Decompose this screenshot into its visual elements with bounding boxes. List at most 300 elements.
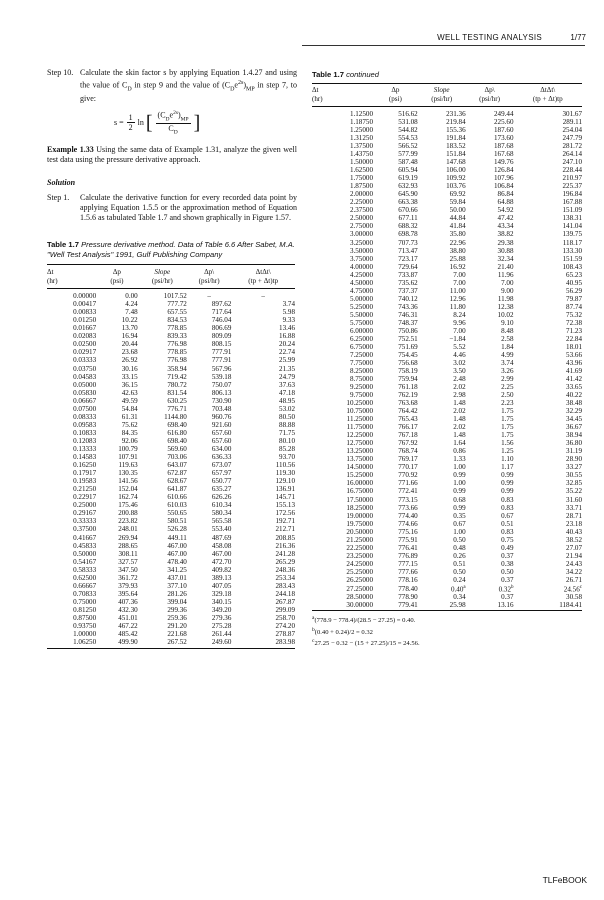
table-cell: 0.93750 [73,622,97,631]
table-cell: 69.92 [449,190,466,199]
table-cell: 0.14583 [73,453,97,462]
running-title: WELL TESTING ANALYSIS [437,33,542,42]
table-cell: 275.28 [211,622,232,631]
table-cell: 10.25000 [346,399,373,408]
table-row [312,126,582,134]
table-cell: 746.31 [398,310,418,319]
table-row [312,158,582,166]
continued-text: continued [346,70,379,79]
table-cell: 212.71 [275,525,295,534]
table-cell: 6.25000 [349,334,373,343]
footnote-b: $^b$(0.40 + 0.24)/2 = 0.32 [312,626,373,636]
table-row [312,496,582,504]
table-cell: 0.38 [501,559,514,568]
table-cell: 210.97 [562,174,582,183]
table-row [47,324,295,332]
table-cell: 35.22 [566,487,582,496]
table-cell: 71.75 [279,428,295,437]
table-row [47,606,295,614]
table-row [312,528,582,536]
table-row [47,509,295,517]
table-cell: 23.25000 [346,551,373,560]
table-cell: 1017.52 [163,292,187,301]
table-cell: 565.58 [211,517,232,526]
table-cell: 806.13 [211,388,232,397]
example-label: Example 1.33 [47,145,94,155]
table-cell: 0.19583 [73,477,97,486]
table-cell: 10.75000 [346,407,373,416]
table-caption [47,240,297,260]
table-row [312,544,582,552]
page-header [0,30,604,44]
table-row [312,439,582,447]
table-cell: 834.53 [167,316,187,325]
table-cell: 30.88 [497,246,514,255]
right-table-body [312,107,582,611]
table-cell: 0.75 [501,535,514,544]
table-cell: 24.56$^c$ [563,584,582,594]
table-cell: 0.41667 [73,533,97,542]
table-cell: −1.84 [449,334,466,343]
step-1-label: Step 1. [47,193,70,203]
table-cell: 2.25000 [349,198,373,207]
table-cell: 3.26 [501,367,514,375]
table-cell: 9.25000 [349,383,373,392]
table-cell: 733.87 [398,270,418,279]
table-cell: 0.05000 [73,380,97,389]
table-cell: 347.50 [118,565,138,574]
table-cell: 33.65 [566,383,582,392]
table-cell: 1.25 [501,447,514,456]
table-cell: 141.04 [562,222,582,231]
table-row [312,576,582,584]
table-cell: 216.36 [275,541,295,550]
table-cell: 3.00000 [349,230,373,239]
table-cell: 0.25000 [73,501,97,510]
table-cell: 409.82 [211,565,232,574]
table-cell: 20.44 [121,340,138,349]
table-cell: 253.34 [275,573,295,582]
table-cell: 636.33 [211,453,232,462]
table-cell: 1.75 [501,407,514,416]
table-cell: 759.94 [398,375,418,384]
table-cell: 41.42 [566,375,582,384]
table-cell: 38.94 [566,431,582,440]
table-cell: 40.43 [566,527,582,536]
table-cell: 1.75 [501,431,514,440]
table-row [312,431,582,439]
table-cell: 11.25000 [346,415,373,424]
table-cell: 458.08 [211,541,232,550]
table-cell: 605.94 [398,166,418,175]
table-cell: 279.36 [211,613,232,622]
table-cell: 0.32$^b$ [498,584,514,594]
table-cell: 960.76 [211,412,232,421]
table-cell: 554.53 [398,134,418,143]
table-cell: 472.70 [211,557,232,566]
table-row [312,190,582,198]
table-cell: 0.99 [501,471,514,480]
table-cell: 758.19 [398,367,418,375]
table-cell: 139.75 [562,230,582,239]
table-row [312,166,582,174]
table-row [312,198,582,206]
table-cell: 126.84 [494,166,514,175]
table-cell: 248.36 [275,565,295,574]
table-cell: 43.96 [566,358,582,367]
table-row [312,375,582,383]
table-cell: 41.84 [449,222,466,231]
table-cell: 13.46 [279,324,295,333]
col-header: Slope [418,84,466,96]
table-cell: 0.99 [453,487,466,496]
table-cell: 34.22 [566,567,582,576]
table-cell: 225.37 [562,182,582,191]
table-row [47,445,295,453]
table-row [312,552,582,560]
table-cell: 107.91 [118,453,138,462]
col-unit: (psi) [96,277,138,289]
step-10-text-2: in step 9 and the value of (C [131,80,231,90]
table-cell: 0.02083 [73,332,97,341]
table-cell: 437.01 [167,573,187,582]
table-cell: 0.50000 [73,549,97,558]
table-cell: 21.35 [279,364,295,373]
table-cell: 4.24 [125,300,138,309]
table-cell: 109.92 [446,174,466,183]
col-header: ΔtΔt\ [514,84,582,96]
table-cell: 610.03 [167,501,187,510]
table-cell: 208.85 [275,533,295,542]
table-cell: 30.16 [121,364,138,373]
table-cell: 0.00833 [73,308,97,317]
table-cell: 657.60 [211,428,232,437]
table-cell: 0.22917 [73,493,97,502]
table-row [312,222,582,230]
table-cell: 1.06250 [47,638,96,649]
table-cell: 756.68 [398,358,418,367]
table-cell: 299.09 [275,605,295,614]
table-cell: 752.51 [398,334,418,343]
table-cell: 254.04 [562,126,582,135]
table-cell: 577.99 [398,150,418,159]
table-cell: 29.38 [497,238,514,247]
table-cell: 0.26 [453,551,466,560]
table-cell: 2.00000 [349,190,373,199]
table-cell: 38.48 [566,399,582,408]
table-cell: 7.00 [453,278,466,287]
table-row [47,289,295,301]
table-cell: 26.25000 [346,575,373,584]
table-cell: 0.75000 [73,597,97,606]
table-row [47,316,295,324]
col-unit: (psi/hr) [138,277,187,289]
table-cell: 28.50000 [346,593,373,602]
table-cell: 0.62500 [73,573,97,582]
table-cell: 1.75000 [349,174,373,183]
table-row [312,134,582,142]
table-row [312,174,582,182]
table-cell: 1.33 [453,455,466,464]
table-cell: 301.67 [562,110,582,118]
table-cell: 657.60 [211,436,232,445]
table-cell: 0.24 [453,575,466,584]
table-cell: 358.94 [167,364,187,373]
table-cell: 79.87 [566,294,582,303]
table-cell: 155.36 [446,126,466,135]
step-10: Step 10. Calculate the skin factor s by applying Equation 1.4.27 and using the value of $C_D$ in step 9 and the value of $(C_De^{2s})_{MP}$ in step 7, to give: [47,68,297,104]
table-cell: 167.88 [562,198,582,207]
table-cell: 770.92 [398,471,418,480]
table-cell: 100.79 [118,444,138,453]
table-cell: 167.68 [494,150,514,159]
table-cell: 108.43 [562,262,582,271]
table-row [312,447,582,455]
table-caption-text: Pressure derivative method. Data of Table 6.6 After Sabet, M.A. "Well Test Analysis" 1991, Gulf Publishing Company [47,240,295,260]
table-row [312,319,582,327]
table-cell: 9.10 [501,318,514,327]
table-cell: 0.16250 [73,461,97,470]
table-cell: 0.29167 [73,509,97,518]
table-cell: 37.63 [279,380,295,389]
table-row [47,397,295,405]
step-10-text: Calculate the skin factor s by applying Equation 1.4.27 and using the value of C [80,68,297,90]
table-cell: 231.36 [446,110,466,118]
table-cell: 24.25000 [346,559,373,568]
table-cell: 75.62 [121,420,138,429]
continued-label: Table 1.7 [312,70,344,79]
table-cell: 299.36 [167,605,187,614]
table-cell: 87.74 [566,302,582,311]
table-row [47,389,295,397]
table-cell: 47.42 [497,214,514,223]
table-row [47,429,295,437]
table-cell: 2.37500 [349,206,373,215]
table-cell: 0.08333 [73,412,97,421]
example-1-33 [47,145,297,165]
table-cell: 1.48 [453,431,466,440]
table-cell: 0.99 [501,487,514,496]
table-cell: 0.02917 [73,348,97,357]
table-cell: 641.87 [167,485,187,494]
table-cell: 32.29 [566,407,582,416]
table-cell: 0.81250 [73,605,97,614]
table-cell: 677.11 [398,214,418,223]
table-cell: 765.43 [398,415,418,424]
table-cell: 151.84 [446,150,466,159]
table-cell: 38.80 [449,246,466,255]
table-cell: 119.63 [118,461,138,470]
table-cell: 27.25000 [346,584,373,593]
col-header: Δt [47,265,96,278]
table-cell: 526.28 [167,525,187,534]
table-cell: 0.50 [501,567,514,576]
table-cell: 10.02 [497,310,514,319]
table-cell: 151.09 [562,206,582,215]
table-cell: 12.38 [497,302,514,311]
table-row [47,566,295,574]
table-cell: 173.60 [494,134,514,143]
col-unit: (tp + Δt)tp [231,277,295,289]
table-cell: 136.91 [275,485,295,494]
table-cell: 777.91 [211,356,232,365]
table-cell: 103.76 [446,182,466,191]
table-cell: 42.63 [121,388,138,397]
table-row [312,407,582,415]
table-cell: 93.70 [279,453,295,462]
table-cell: 221.68 [167,630,187,639]
table-cell: 0.37 [501,593,514,602]
table-cell: 47.18 [279,388,295,397]
table-cell: 259.36 [167,613,187,622]
table-cell: 467.22 [118,622,138,631]
table-cell: 129.10 [275,477,295,486]
table-row [312,423,582,431]
table-cell: 247.79 [562,134,582,143]
table-cell: 15.25000 [346,471,373,480]
table-cell: 9.96 [453,318,466,327]
table-cell: 106.84 [494,182,514,191]
table-row [312,118,582,126]
col-unit: (hr) [47,277,96,289]
table-cell: 64.88 [497,198,514,207]
table-cell: 0.48 [453,543,466,552]
table-cell: 0.40$^a$ [450,584,466,594]
table-cell: 746.04 [211,316,232,325]
table-cell: 269.94 [118,533,138,542]
table-cell: 780.72 [167,380,187,389]
table-row [47,437,295,445]
table-cell: 713.47 [398,246,418,255]
table-cell: 349.20 [211,605,232,614]
table-cell: 283.98 [231,638,295,649]
table-cell: 27.07 [566,543,582,552]
table-cell: 22.84 [566,334,582,343]
table-cell: 283.43 [275,581,295,590]
table-cell: 776.89 [398,551,418,560]
table-cell: 771.66 [398,479,418,488]
col-header: Δp [373,84,418,96]
table-cell: 0.99 [453,503,466,512]
table-cell: 778.85 [167,348,187,357]
table-cell: 192.71 [275,517,295,526]
table-cell: 34.45 [566,415,582,424]
table-cell: 0.04583 [73,372,97,381]
table-cell: 737.37 [398,286,418,295]
derivative-table [47,264,295,649]
table-cell: 5.98 [282,308,295,317]
table-row [47,630,295,638]
table-cell: 2.58 [501,334,514,343]
table-cell: 740.12 [398,294,418,303]
table-row [312,399,582,407]
table-cell: 0.83 [501,527,514,536]
table-cell: 0.37500 [73,525,97,534]
table-cell: 698.40 [167,420,187,429]
col-unit: (hr) [312,95,373,107]
table-cell: 16.00000 [346,479,373,488]
table-cell: 580.34 [211,509,232,518]
col-unit: (psi/hr) [187,277,232,289]
table-cell: 264.14 [562,150,582,159]
table-cell: 4.00000 [349,262,373,271]
table-cell: 1.00000 [73,630,97,639]
table-cell: 778.85 [167,324,187,333]
table-cell: 0.49 [501,543,514,552]
table-cell: 897.62 [211,300,232,309]
table-cell: 566.52 [398,142,418,151]
table-cell: 48.95 [279,396,295,405]
table-cell: 485.42 [118,630,138,639]
table-cell: 921.60 [211,420,232,429]
table-cell: 703.06 [167,453,187,462]
table-cell: 22.25000 [346,543,373,552]
table-cell: 187.68 [494,142,514,151]
table-cell: 183.52 [446,142,466,151]
table-cell: 0.67 [501,511,514,520]
table-cell: 26.71 [566,575,582,584]
table-row [312,520,582,528]
table-row [312,327,582,335]
table-cell: 1.50000 [349,158,373,167]
table-cell: 763.68 [398,399,418,408]
table-row [312,479,582,487]
table-cell: 130.35 [118,469,138,478]
table-cell: 340.15 [211,597,232,606]
table-cell: 777.15 [398,559,418,568]
table-cell: 750.07 [211,380,232,389]
table-cell: 0.87500 [73,613,97,622]
table-cell: 2.02 [453,407,466,416]
table-cell: 249.44 [494,110,514,118]
table-row [312,568,582,576]
table-cell: 25.98 [418,601,466,611]
table-cell: 1144.80 [164,412,187,421]
table-cell: 12.75000 [346,439,373,448]
table-row [47,542,295,550]
table-cell: 187.60 [494,126,514,135]
table-cell: 172.56 [275,509,295,518]
table-cell: 248.01 [118,525,138,534]
table-cell: 634.00 [211,444,232,453]
table-cell: 11.80 [449,302,466,311]
table-row [312,536,582,544]
table-cell: 1.17 [501,463,514,472]
table-cell: 3.74 [282,300,295,309]
table-cell: 65.23 [566,270,582,279]
footnote-c: $^c$27.25 − 0.32 − (15 + 27.25)/15 = 24.56. [312,638,420,648]
table-cell: 278.87 [275,630,295,639]
table-cell: 774.66 [398,519,418,528]
table-cell: 7.00 [501,278,514,287]
table-cell: 1.48 [453,399,466,408]
table-cell: 2.23 [501,399,514,408]
table-cell: 0.01667 [73,324,97,333]
table-cell: 54.92 [497,206,514,215]
table-cell: 1.10 [501,455,514,464]
table-cell: 5.25000 [349,302,373,311]
table-cell: 688.32 [398,222,418,231]
table-cell: 808.15 [211,340,232,349]
table-cell: 72.38 [566,318,582,327]
table-cell: 4.46 [453,350,466,359]
table-cell: 7.25000 [349,350,373,359]
table-cell: 32.34 [497,254,514,263]
table-row [312,150,582,158]
table-cell: 779.41 [373,601,418,611]
table-cell: 673.07 [211,461,232,470]
table-row [312,367,582,375]
